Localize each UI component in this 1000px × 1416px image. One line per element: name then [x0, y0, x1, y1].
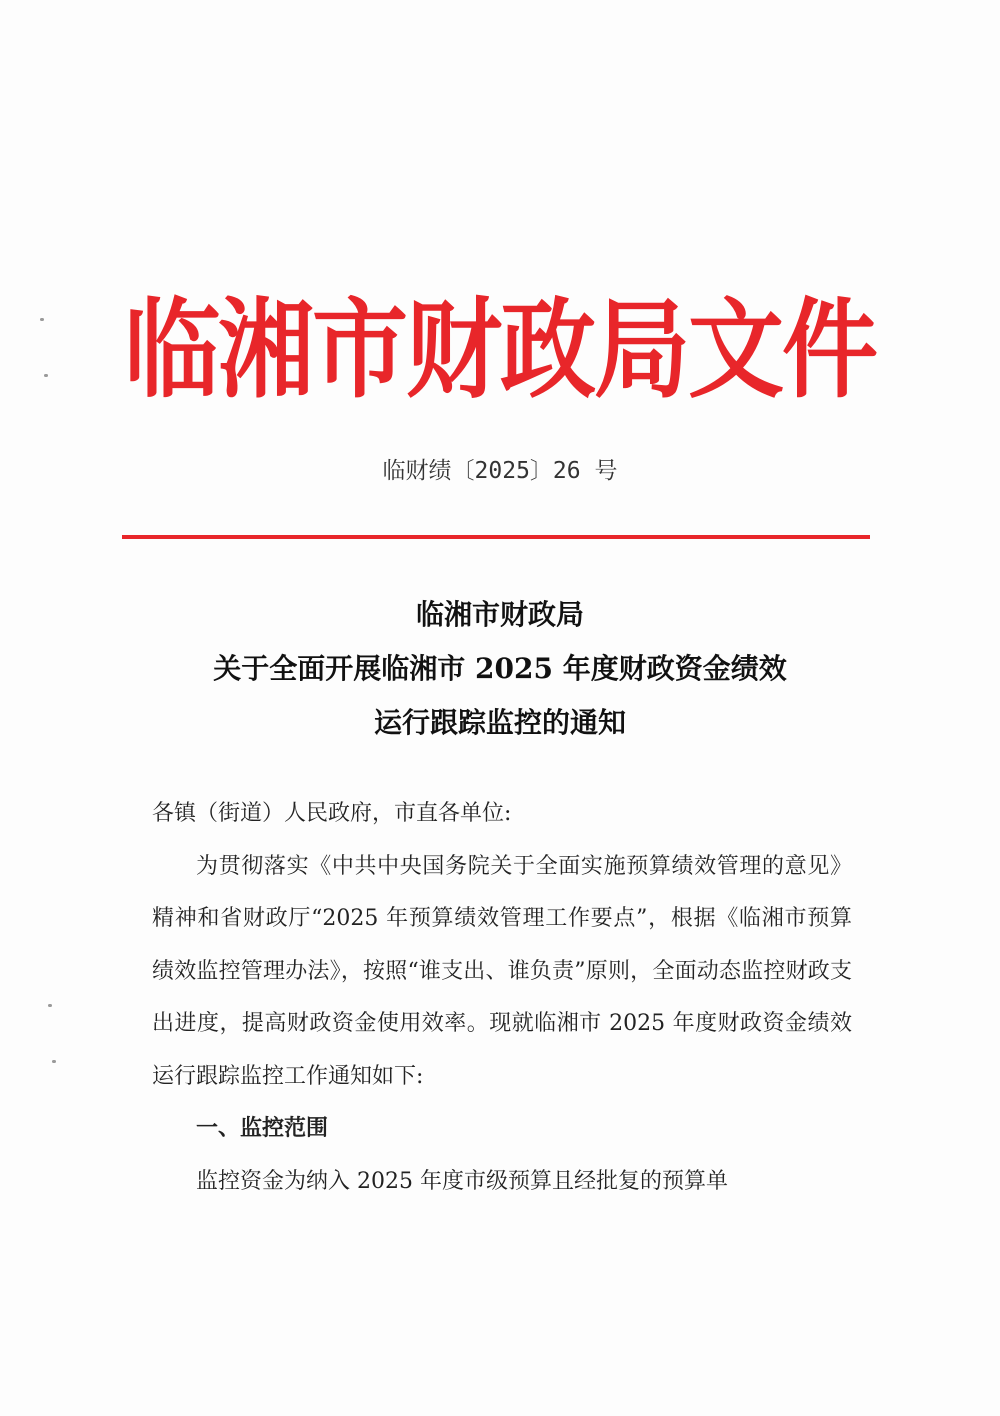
section-heading: 一、监控范围 [196, 1116, 329, 1141]
title-line-2: 关于全面开展临湘市 2025 年度财政资金绩效 [213, 652, 787, 685]
title-line-1: 临湘市财政局 [415, 598, 584, 631]
intro-paragraph: 为贯彻落实《中共中央国务院关于全面实施预算绩效管理的意见》精神和省财政厅“2025 年预算绩效管理工作要点”，根据《临湘市预算绩效监控管理办法》，按照“谁支出、谁负责”原则，全面动态监控财政支出进度，提高财政资金使用效率。现就临湘市 2025 年度财政资金绩效运行跟踪监控工作通知如下: [152, 853, 852, 1089]
scan-speck [52, 1060, 56, 1063]
scan-speck [44, 374, 48, 377]
title-line-3: 运行跟踪监控的通知 [373, 706, 626, 739]
salutation: 各镇（街道）人民政府，市直各单位: [152, 801, 512, 826]
scan-speck [40, 318, 44, 321]
section-paragraph: 监控资金为纳入 2025 年度市级预算且经批复的预算单 [196, 1168, 728, 1194]
document-body [152, 788, 852, 1208]
scan-speck [48, 1004, 52, 1007]
document-title [0, 588, 1000, 750]
red-separator-line [122, 535, 870, 539]
document-number: 临财绩〔2025〕26 号 [382, 458, 618, 484]
issuer-banner: 临湘市财政局文件 [124, 287, 876, 413]
